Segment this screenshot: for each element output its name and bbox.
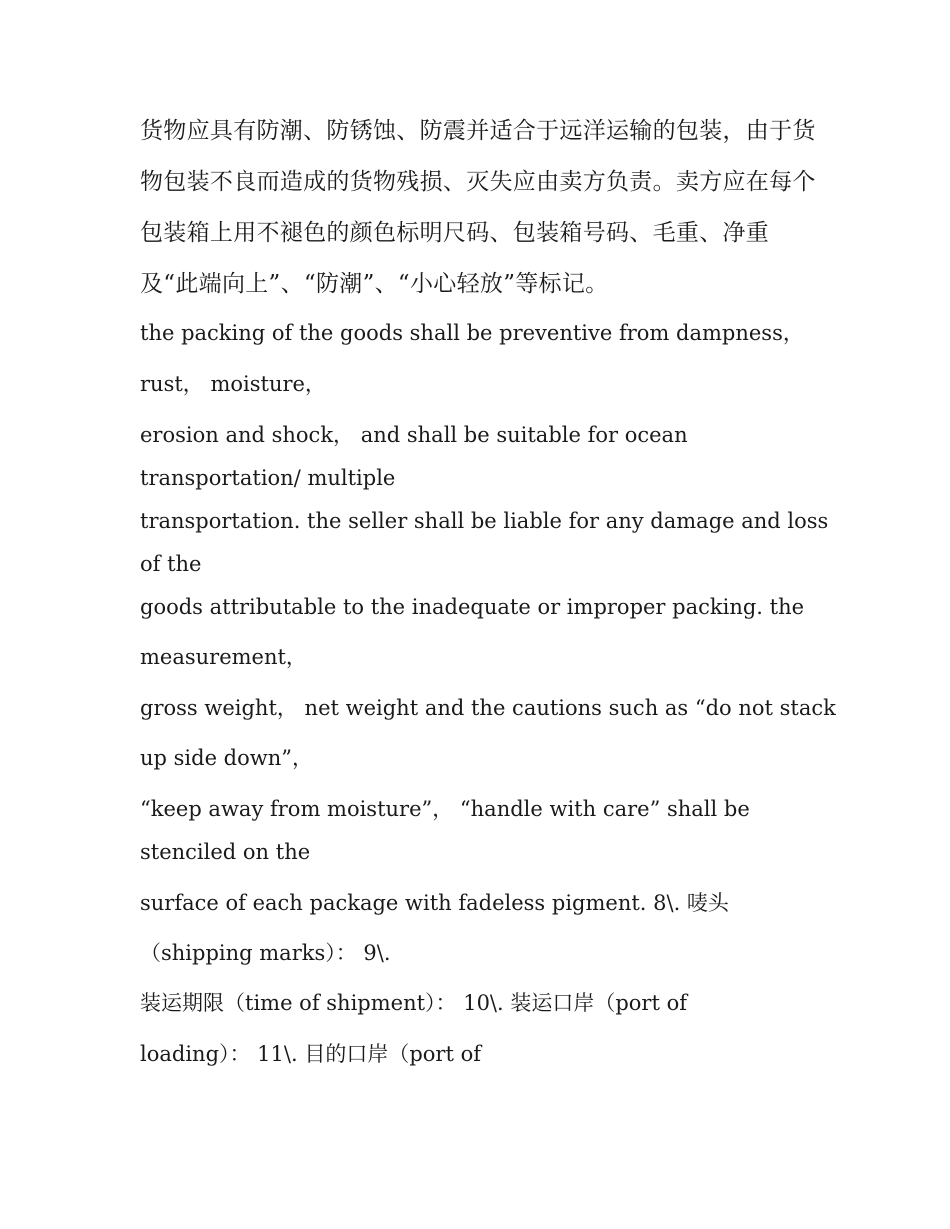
text-line: goods attributable to the inadequate or improper packing. the	[140, 595, 805, 619]
text-line: up side down”，	[140, 746, 314, 770]
text-line: “keep away from moisture”， “handle with care” shall be	[140, 797, 750, 821]
text-line: gross weight， net weight and the cautions such as “do not stack	[140, 696, 836, 720]
text-line: loading）： 11\. 目的口岸（port of	[140, 1042, 481, 1066]
text-line: of the	[140, 552, 202, 576]
text-line: transportation. the seller shall be liable for any damage and loss	[140, 509, 829, 533]
text-line: （shipping marks）： 9\.	[140, 941, 391, 965]
chinese-packing-paragraph: 货物应具有防潮、防锈蚀、防震并适合于远洋运输的包装，由于货物包装不良而造成的货物残损、灭失应由卖方负责。卖方应在每个包装箱上用不褪色的颜色标明尺码、包装箱号码、毛重、净重及“此端向上”、“防潮”、“小心轻放”等标记。	[140, 118, 816, 297]
text-line: stenciled on the	[140, 840, 311, 864]
text-line: surface of each package with fadeless pigment. 8\. 唛头	[140, 891, 729, 915]
text-line: measurement，	[140, 645, 307, 669]
text-line: erosion and shock， and shall be suitable for ocean	[140, 423, 688, 447]
text-line: rust， moisture，	[140, 372, 326, 396]
text-line: the packing of the goods shall be preventive from dampness，	[140, 321, 804, 345]
text-line: transportation/ multiple	[140, 466, 396, 490]
text-line: 装运期限（time of shipment）： 10\. 装运口岸（port of	[140, 991, 688, 1015]
